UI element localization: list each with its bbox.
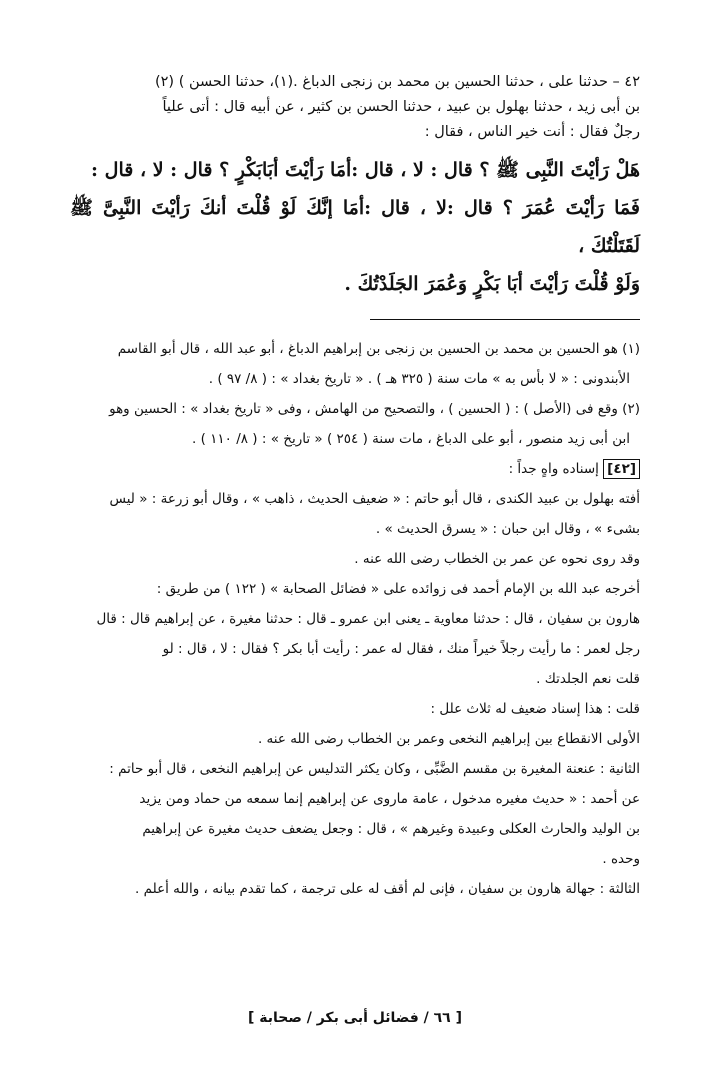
commentary xyxy=(70,454,640,904)
section-heading xyxy=(70,454,640,484)
paragraph-line: رجل لعمر : ما رأيت رجلاً خيراً منك ، فقال له عمر : رأيت أبا بكر ؟ فقال : لا ، قال : لو xyxy=(162,641,640,657)
quote-line: فَمَا رَأيْتَ عُمَرَ ؟ قال :لا ، قال :أمَا إنَّكَ لَوْ قُلْتَ أنكَ رَأيْتَ النَّبِىَّ ﷺ لَقَتَلْتُكَ ، xyxy=(70,197,640,257)
paragraph-line: بشىء » ، وقال ابن حبان : « يسرق الحديث » . xyxy=(375,521,640,537)
footnote-divider xyxy=(370,319,640,320)
footnote-line: ابن أبى زيد منصور ، أبو على الدباغ ، مات سنة ( ٢٥٤ ) « تاريخ » : ( ٨/ ١١٠ ) . xyxy=(192,431,630,447)
paragraph-line: هارون بن سفيان ، قال : حدثنا معاوية ـ يعنى ابن عمرو ـ قال : حدثنا مغيرة ، عن إبراهيم قال : قال xyxy=(96,611,640,627)
footnote-line: (٢) وقع فى (الأصل ) : ( الحسين ) ، والتصحيح من الهامش ، وفى « تاريخ بغداد » : الحسين وهو xyxy=(109,401,640,417)
paragraph-line: قلت : هذا إسناد ضعيف له ثلاث علل : xyxy=(430,701,640,717)
paragraph-line: أخرجه عبد الله بن الإمام أحمد فى زوائده على « فضائل الصحابة » ( ١٢٢ ) من طريق : xyxy=(156,581,640,597)
footnotes xyxy=(70,334,640,454)
paragraph-line: وحده . xyxy=(602,851,640,867)
paragraph-line: قلت نعم الجلدتك . xyxy=(536,671,640,687)
hadith-text xyxy=(70,70,640,145)
hadith-line: ٤٢ – حدثنا على ، حدثنا الحسين بن محمد بن زنجى الدباغ .(١)، حدثنا الحسن ) (٢) xyxy=(154,74,640,90)
paragraph-line: الثانية : عنعنة المغيرة بن مقسم الضَّبِّى ، وكان يكثر التدليس عن إبراهيم النخعى ، قال أبو حاتم : xyxy=(109,761,640,777)
paragraph-line: الثالثة : جهالة هارون بن سفيان ، فإنى لم أقف له على ترجمة ، كما تقدم بيانه ، والله أعلم . xyxy=(135,881,640,897)
page-content xyxy=(70,70,640,904)
page-footer: [ ٦٦ / فضائل أبى بكر / صحابة ] xyxy=(247,1010,463,1026)
paragraph-line: أفته بهلول بن عبيد الكندى ، قال أبو حاتم : « ضعيف الحديث ، ذاهب » ، وقال أبو زرعة : « ليس xyxy=(109,491,640,507)
paragraph-line: وقد روى نحوه عن عمر بن الخطاب رضى الله عنه . xyxy=(354,551,640,567)
hadith-number-box: [٤٢] xyxy=(603,459,640,479)
section-heading-text: إسناده واهٍ جداً : xyxy=(508,461,599,477)
paragraph-line: الأولى الانقطاع بين إبراهيم النخعى وعمر بن الخطاب رضى الله عنه . xyxy=(257,731,640,747)
hadith-quote xyxy=(70,151,640,303)
footnote-line: (١) هو الحسين بن محمد بن الحسين بن زنجى بن إبراهيم الدباغ ، أبو عبد الله ، قال أبو القاسم xyxy=(117,341,640,357)
hadith-line: بن أبى زيد ، حدثنا بهلول بن عبيد ، حدثنا الحسن بن كثير ، عن أبيه قال : أتى علياً xyxy=(162,99,640,115)
paragraph-line: عن أحمد : « حديث مغيره مدخول ، عامة ماروى عن إبراهيم إنما سمعه من حماد ومن يزيد xyxy=(139,791,640,807)
quote-line: هَلْ رَأيْتَ النَّبِى ﷺ ؟ قال : لا ، قال :أمَا رَأيْتَ أبَابَكْرٍ ؟ قال : لا ، قال : xyxy=(91,159,640,181)
footnote-line: الأبندونى : « لا بأس به » مات سنة ( ٣٢٥ هـ ) . « تاريخ بغداد » : ( ٨/ ٩٧ ) . xyxy=(208,371,630,387)
quote-line: وَلَوْ قُلْتَ رَأيْتَ أبَا بَكْرٍ وَعُمَرَ الجَلَدْتُكَ . xyxy=(344,273,640,295)
paragraph-line: بن الوليد والحارث العكلى وعبيدة وغيرهم » ، قال : وجعل يضعف حديث مغيرة عن إبراهيم xyxy=(142,821,640,837)
hadith-line: رجلٌ فقال : أنت خير الناس ، فقال : xyxy=(424,124,640,140)
